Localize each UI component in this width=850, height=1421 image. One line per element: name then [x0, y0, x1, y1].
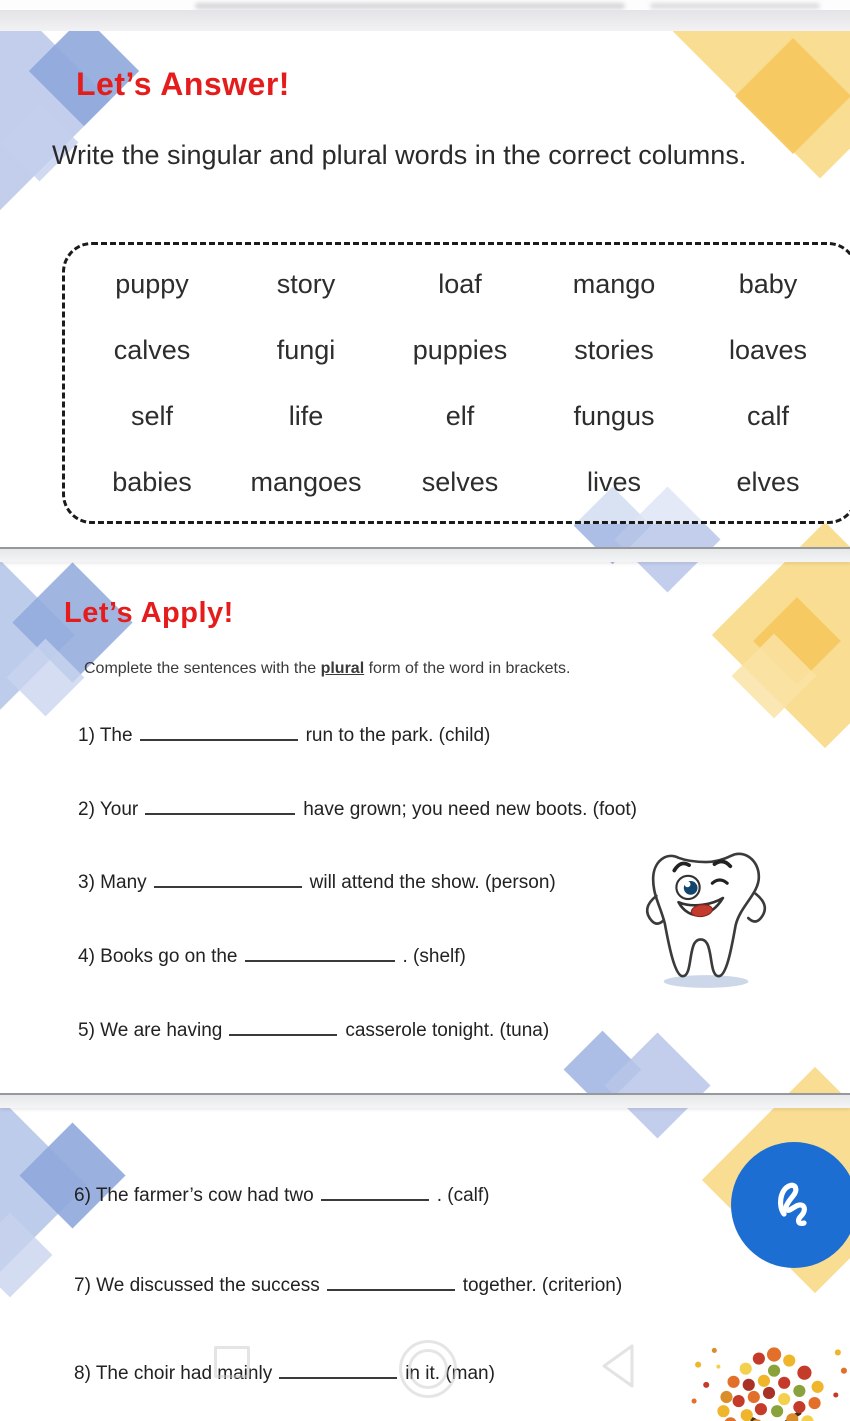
sentence-item [74, 1184, 490, 1207]
sentence-text: 1) The [78, 725, 133, 746]
answer-blank [245, 945, 395, 962]
tooth-mascot-illustration [642, 843, 770, 996]
section-divider [0, 547, 850, 562]
answer-blank [154, 871, 302, 888]
word-bank-word: elf [445, 400, 475, 431]
sentence-text: will attend the show. (person) [309, 872, 556, 893]
word-bank-word: loaf [438, 268, 482, 299]
sentence-text: together. (criterion) [462, 1275, 623, 1296]
apply-instruction-suffix: form of the word in brackets. [364, 660, 571, 677]
status-bar-blur [195, 3, 625, 9]
square-nav-icon[interactable] [214, 1346, 250, 1378]
word-bank-word: fungus [573, 400, 655, 431]
word-bank-word: calves [113, 334, 191, 365]
answer-blank [327, 1274, 455, 1291]
scribble-icon [770, 1176, 818, 1235]
scribble-fab-button[interactable] [731, 1142, 850, 1268]
apply-instruction [84, 660, 570, 678]
word-bank-word: puppies [412, 334, 508, 365]
word-bank-word: elves [736, 466, 800, 497]
word-bank-box [62, 242, 850, 524]
word-bank-word: life [288, 400, 324, 431]
apply-instruction-prefix: Complete the sentences with the [84, 660, 321, 677]
sentence-text: run to the park. (child) [305, 725, 491, 746]
answer-blank [321, 1184, 429, 1201]
sentence-text: 8) The choir had mainly [74, 1363, 273, 1384]
word-bank-word: baby [738, 268, 798, 299]
sentence-item [78, 798, 637, 821]
sentence-text: 5) We are having [78, 1020, 223, 1041]
sentence-item [74, 1274, 622, 1297]
sentence-text: in it. (man) [405, 1363, 495, 1384]
sentence-item [78, 945, 466, 968]
sentence-text: 3) Many [78, 872, 147, 893]
lets-answer-heading: Let’s Answer! [76, 66, 290, 102]
sentence-item [78, 724, 490, 747]
sentence-item [78, 1019, 549, 1042]
circle-nav-inner-ring [408, 1349, 448, 1389]
word-bank-word: story [276, 268, 336, 299]
lets-apply-heading: Let’s Apply! [64, 597, 234, 629]
autumn-tree-illustration [688, 1336, 850, 1421]
answer-instruction: Write the singular and plural words in the correct columns. [52, 140, 747, 170]
answer-blank [140, 724, 298, 741]
word-bank-word: loaves [728, 334, 808, 365]
status-bar-band [0, 10, 850, 31]
sentence-text: have grown; you need new boots. (foot) [303, 799, 637, 820]
word-bank-word: lives [586, 466, 641, 497]
sentence-text: 6) The farmer’s cow had two [74, 1185, 314, 1206]
sentence-text: . (calf) [436, 1185, 490, 1206]
word-bank-word: mangoes [250, 466, 362, 497]
back-triangle-icon[interactable] [598, 1342, 638, 1395]
sentence-text: 2) Your [78, 799, 139, 820]
apply-instruction-plural: plural [320, 660, 365, 677]
answer-blank [279, 1362, 397, 1379]
answer-blank [145, 798, 295, 815]
word-bank-word: babies [112, 466, 192, 497]
word-bank-word: stories [574, 334, 654, 365]
word-bank-word: mango [572, 268, 656, 299]
word-bank-word: self [130, 400, 174, 431]
sentence-text: 7) We discussed the success [74, 1275, 320, 1296]
word-bank-word: puppy [115, 268, 189, 299]
status-bar-blur [650, 3, 820, 9]
circle-nav-icon[interactable] [399, 1340, 457, 1398]
sentence-item [78, 871, 556, 894]
word-bank-word: selves [421, 466, 499, 497]
word-bank-word: fungi [276, 334, 336, 365]
sentence-text: . (shelf) [402, 946, 466, 967]
sentence-text: 4) Books go on the [78, 946, 238, 967]
status-bar [0, 0, 850, 31]
word-bank-word: calf [746, 400, 790, 431]
section-divider [0, 1093, 850, 1108]
sentence-text: casserole tonight. (tuna) [345, 1020, 550, 1041]
answer-blank [229, 1019, 337, 1036]
